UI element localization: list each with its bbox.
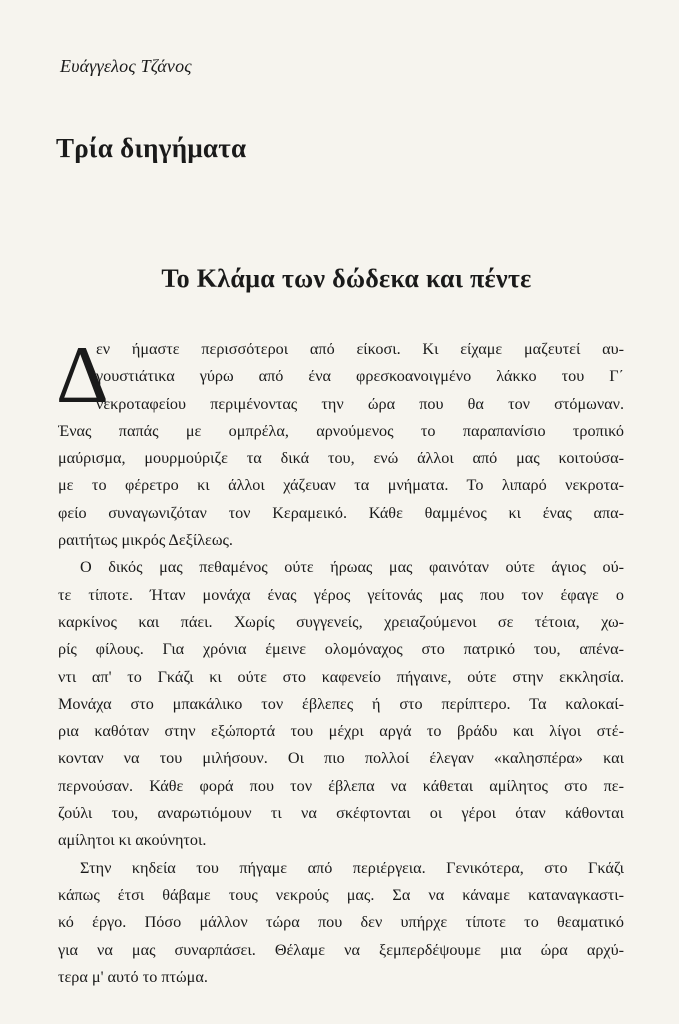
running-header-author: Ευάγγελος Τζάνος bbox=[60, 56, 192, 76]
text-line: αμίλητοι κι ακούνητοι. bbox=[58, 831, 207, 850]
text-line: κάπως έτσι θάβαμε τους νεκρούς μας. Σα να κάναμε καταναγκαστι- bbox=[58, 885, 624, 904]
text-line: ραιτήτως μικρός Δεξίλεως. bbox=[58, 531, 233, 550]
collection-title: Τρία διηγήματα bbox=[56, 133, 247, 163]
text-line: Στην κηδεία του πήγαμε από περιέργεια. Γενικότερα, στο Γκάζι bbox=[80, 858, 624, 877]
text-line: φείο συναγωνιζόταν τον Κεραμεικό. Κάθε θαμμένος κι ένας απα- bbox=[58, 503, 624, 522]
text-line: κονταν να του μιλήσουν. Οι πιο πολλοί έλεγαν «καλησπέρα» και bbox=[58, 749, 624, 768]
text-line: γουστιάτικα γύρω από ένα φρεσκοανοιγμένο λάκκο του Γ΄ bbox=[96, 367, 624, 386]
text-line: Ένας παπάς με ομπρέλα, αρνούμενος το παραπανίσιο τροπικό bbox=[58, 421, 624, 440]
text-line: ντι απ' το Γκάζι κι ούτε στο καφενείο πήγαινε, ούτε στην εκκλησία. bbox=[58, 667, 624, 686]
paragraph-2 bbox=[58, 554, 624, 854]
text-line: ρίς φίλους. Για χρόνια έμεινε ολομόναχος στο πατρικό του, απένα- bbox=[58, 640, 624, 659]
story-title: Το Κλάμα των δώδεκα και πέντε bbox=[161, 264, 532, 293]
text-line: τε τίποτε. Ήταν μονάχα ένας γέρος γείτονάς μας που τον έφαγε ο bbox=[58, 585, 624, 604]
text-line: νεκροταφείου περιμένοντας την ώρα που θα τον στόμωναν. bbox=[96, 394, 624, 413]
paragraph-1 bbox=[56, 329, 624, 554]
text-line: περνούσαν. Κάθε φορά που τον έβλεπα να κάθεται αμίλητος στο πε- bbox=[58, 776, 624, 795]
text-line: τερα μ' αυτό το πτώμα. bbox=[58, 967, 208, 986]
drop-cap-letter: Δ bbox=[56, 329, 109, 420]
story-body bbox=[56, 329, 624, 991]
text-line: μαύρισμα, μουρμούριζε τα δικά του, ενώ άλλοι από μας κοιτούσα- bbox=[58, 449, 624, 468]
text-line: ζούλι του, αναρωτιόμουν τι να σκέφτονται οι γέροι όταν κάθονται bbox=[58, 804, 624, 823]
text-line: Ο δικός μας πεθαμένος ούτε ήρωας μας φαινόταν ούτε άγιος ού- bbox=[80, 558, 624, 577]
text-line: εν ήμαστε περισσότεροι από είκοσι. Κι είχαμε μαζευτεί αυ- bbox=[96, 340, 624, 358]
text-line: καρκίνος και πάει. Χωρίς συγγενείς, χρειαζούμενοι σε τέτοια, χω- bbox=[58, 612, 624, 631]
text-line: με το φέρετρο κι άλλοι χάζευαν τα μνήματα. Το λιπαρό νεκροτα- bbox=[58, 476, 624, 495]
text-line: κό έργο. Πόσο μάλλον τώρα που δεν υπήρχε τίποτε το θεαματικό bbox=[58, 913, 624, 932]
text-line: ρια καθόταν στην εξώπορτά του μέχρι αργά το βράδυ και λίγοι στέ- bbox=[58, 722, 624, 741]
paragraph-3 bbox=[58, 855, 624, 991]
text-line: για να μας συναρπάσει. Θέλαμε να ξεμπερδέψουμε μια ώρα αρχύ- bbox=[58, 940, 624, 959]
text-line: Μονάχα στο μπακάλικο τον έβλεπες ή στο περίπτερο. Τα καλοκαί- bbox=[58, 694, 624, 713]
